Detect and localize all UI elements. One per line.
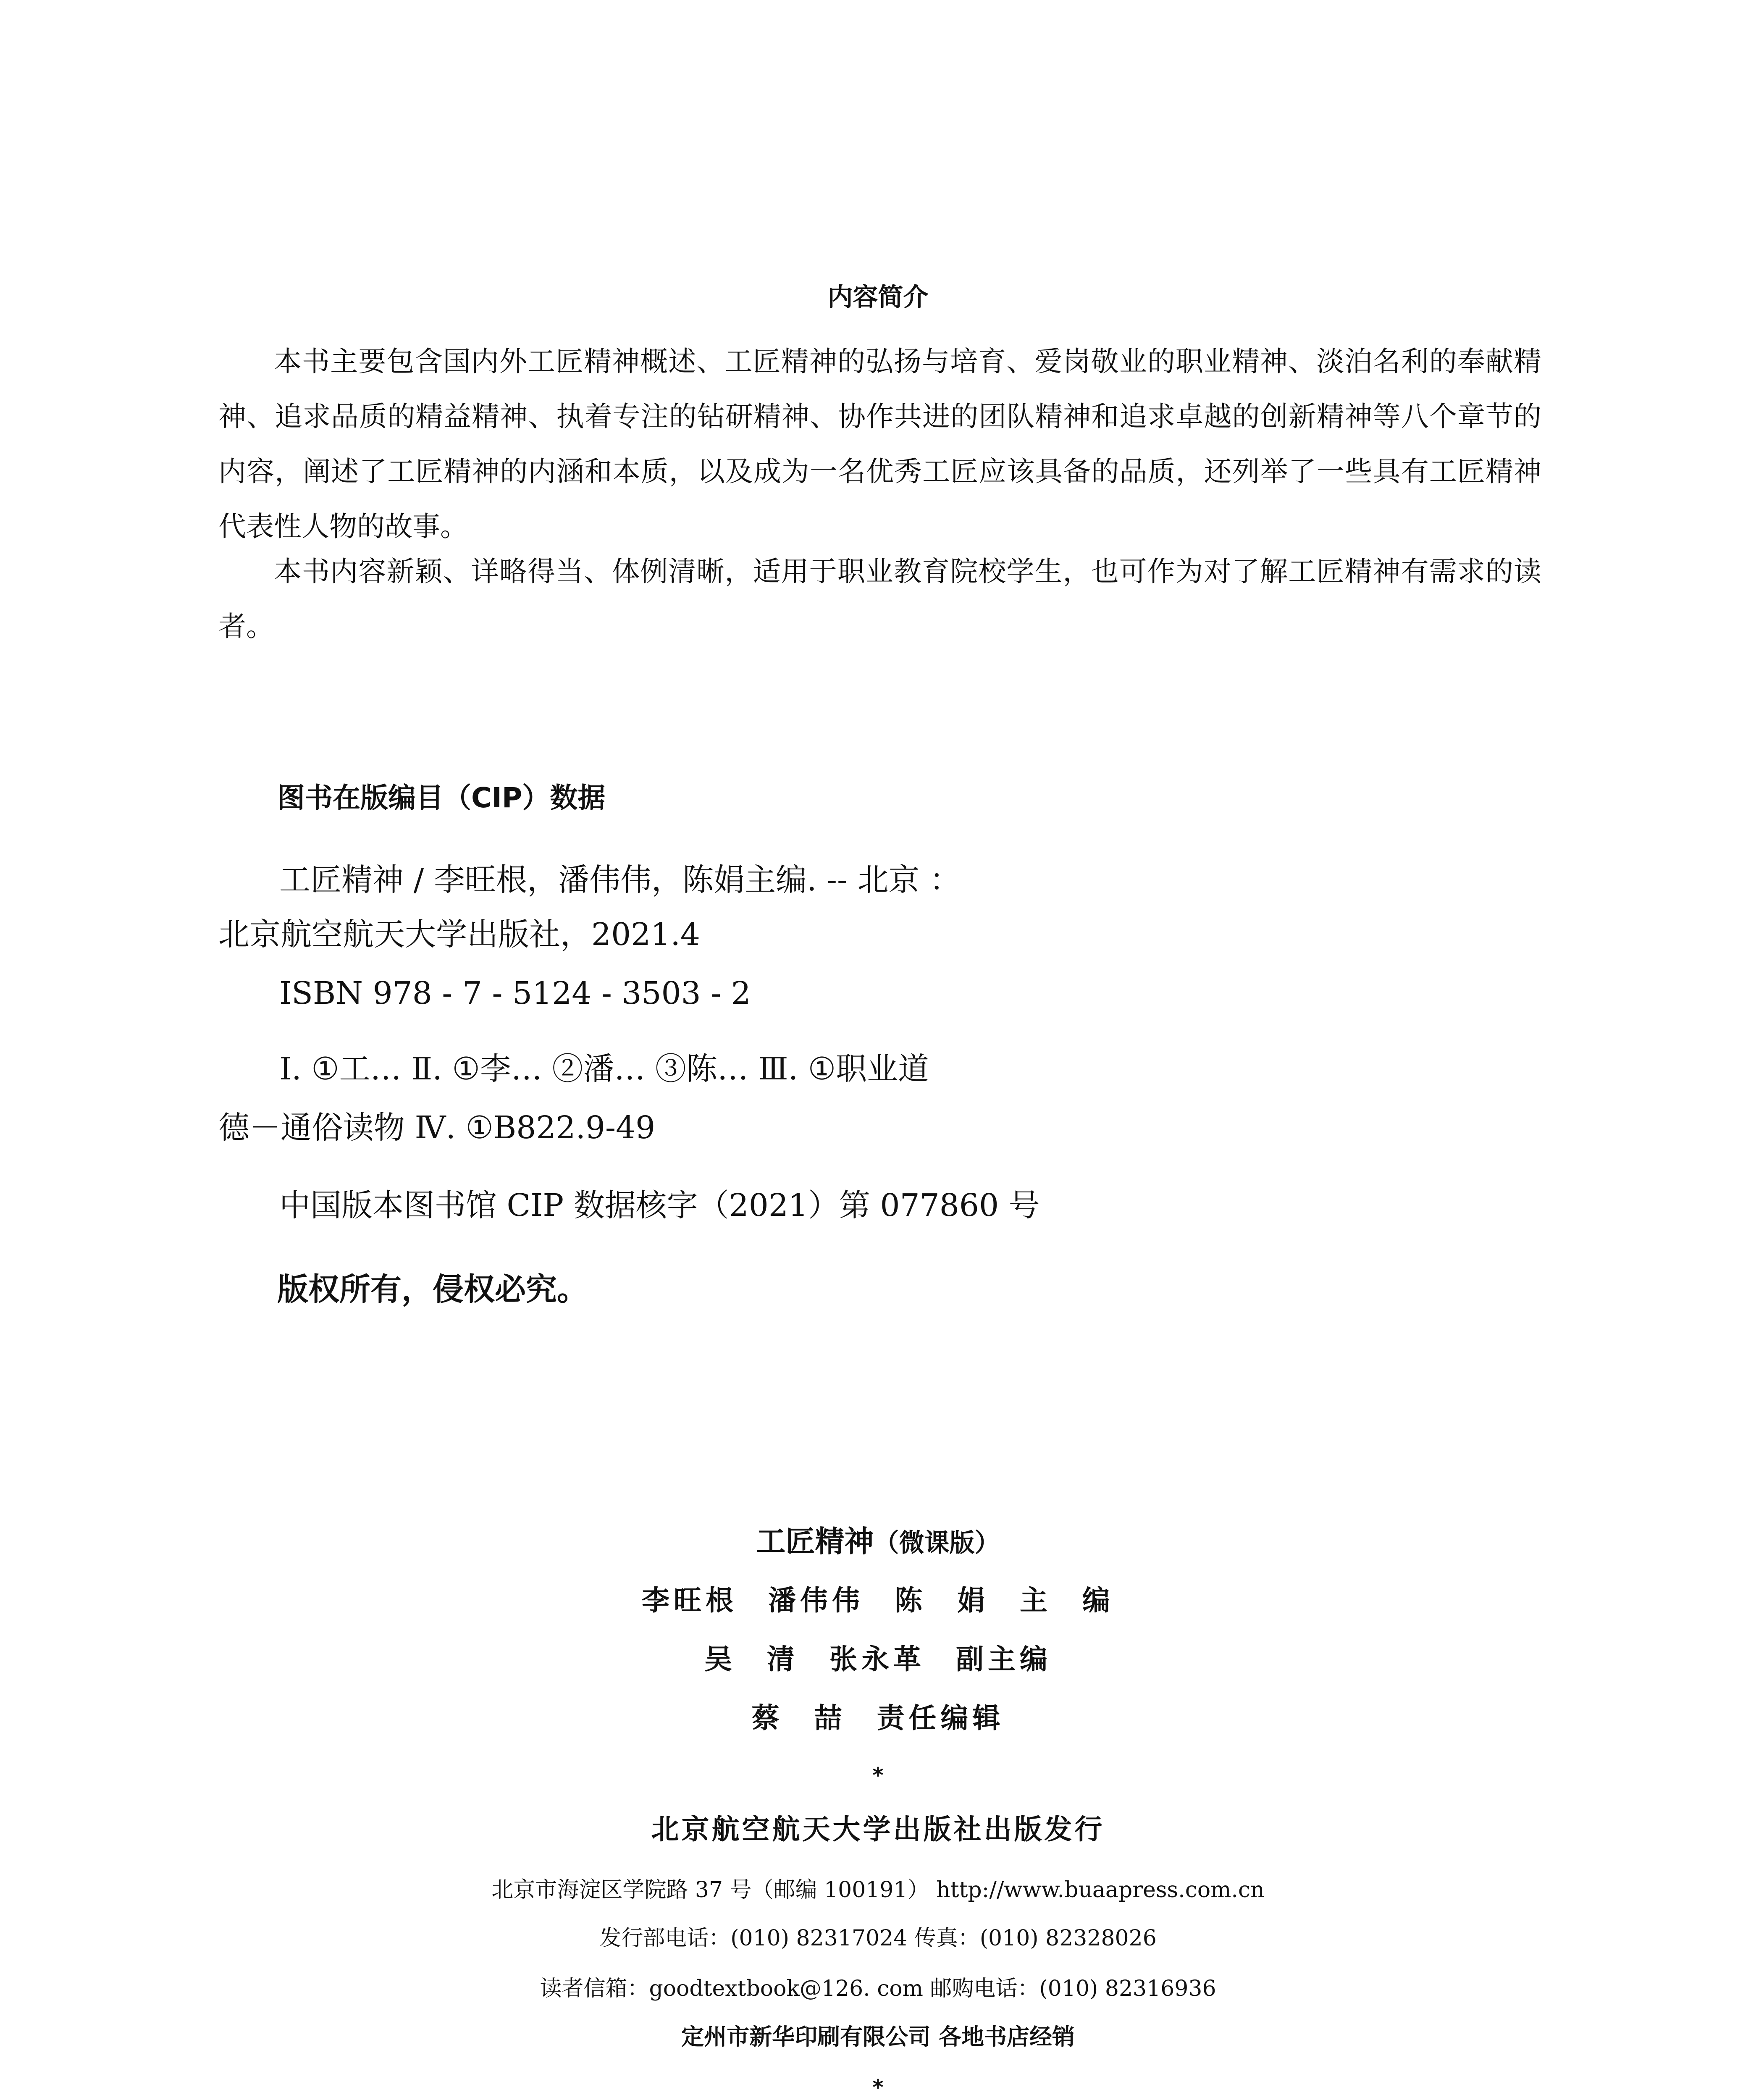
responsible-editor: 蔡 喆 责任编辑 <box>751 1701 1005 1734</box>
chief-editors: 李旺根 潘伟伟 陈 娟 主 编 <box>642 1584 1114 1617</box>
deputy-editors: 吴 清 张永革 副主编 <box>704 1643 1052 1675</box>
separator-star: * <box>872 1763 884 1788</box>
cip-heading: 图书在版编目（CIP）数据 <box>277 782 606 814</box>
copyright-notice: 版权所有，侵权必究。 <box>277 1271 588 1307</box>
colophon-title-line <box>0 1522 1756 1562</box>
publisher-address: 北京市海淀区学院路 37 号（邮编 100191） http://www.buaapress.com.cn <box>491 1877 1265 1903</box>
publisher-phones: 发行部电话：(010) 82317024 传真：(010) 82328026 <box>599 1926 1157 1951</box>
summary-paragraph-2: 本书内容新颖、详略得当、体例清晰，适用于职业教育院校学生，也可作为对了解工匠精神有需求的读者。 <box>218 555 1541 643</box>
book-title: 工匠精神 <box>756 1524 874 1559</box>
cip-line-record-number: 中国版本图书馆 CIP 数据核字（2021）第 077860 号 <box>279 1187 1040 1223</box>
cip-line-classification-1: Ⅰ. ①工… Ⅱ. ①李… ②潘… ③陈… Ⅲ. ①职业道 <box>279 1051 929 1087</box>
cip-line-title: 工匠精神 / 李旺根，潘伟伟，陈娟主编. -- 北京 ： <box>279 862 961 898</box>
book-subtitle: （微课版） <box>874 1528 1000 1558</box>
printer: 定州市新华印刷有限公司 各地书店经销 <box>681 2024 1075 2050</box>
reader-contact: 读者信箱：goodtextbook@126. com 邮购电话：(010) 82316936 <box>540 1976 1216 2001</box>
separator-star-2: * <box>872 2075 884 2100</box>
cip-line-classification-2: 德－通俗读物 Ⅳ. ①B822.9-49 <box>218 1110 656 1146</box>
summary-paragraph-1: 本书主要包含国内外工匠精神概述、工匠精神的弘扬与培育、爱岗敬业的职业精神、淡泊名利的奉献精神、追求品质的精益精神、执着专注的钻研精神、协作共进的团队精神和追求卓越的创新精神等八个章节的内容，阐述了工匠精神的内涵和本质，以及成为一名优秀工匠应该具备的品质，还列举了一些具有工匠精神代表性人物的故事。 <box>218 345 1541 543</box>
cip-line-publisher: 北京航空航天大学出版社，2021.4 <box>218 916 700 953</box>
summary-title: 内容简介 <box>827 283 929 312</box>
cip-line-isbn: ISBN 978 - 7 - 5124 - 3503 - 2 <box>279 975 751 1011</box>
publisher: 北京航空航天大学出版社出版发行 <box>651 1813 1105 1845</box>
